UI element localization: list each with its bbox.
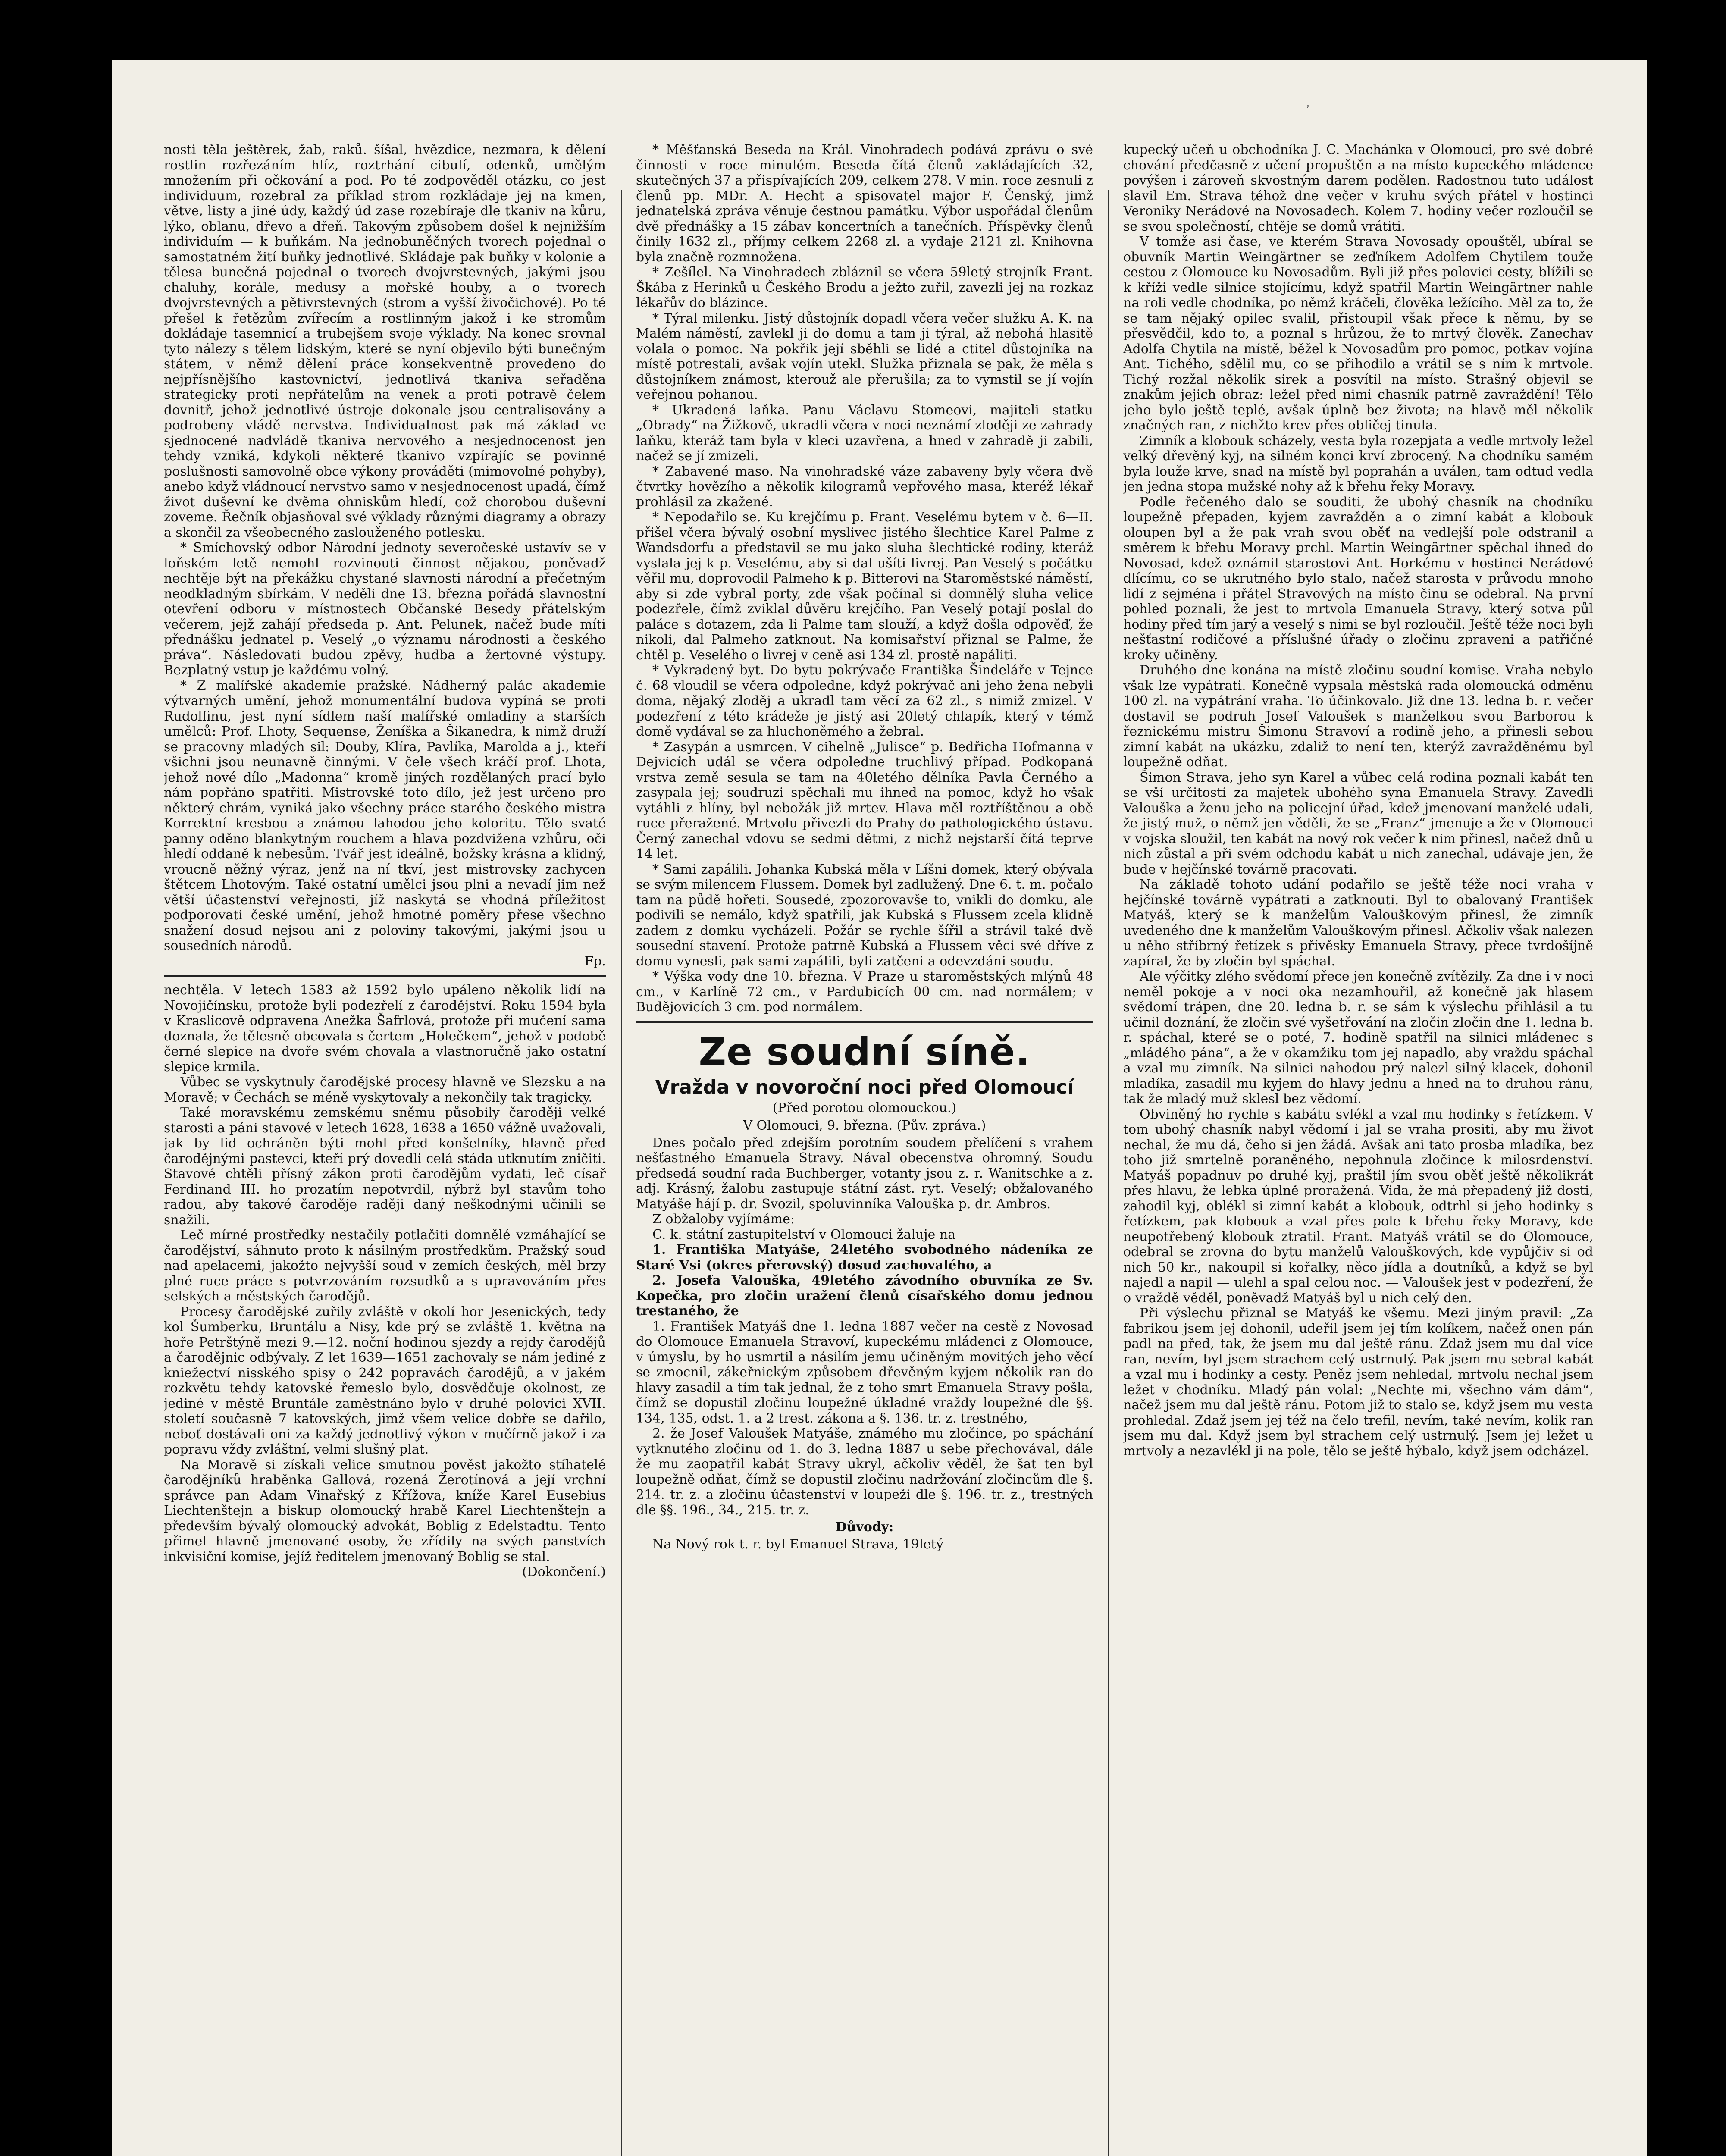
- report-paragraph: kupecký učeň u obchodníka J. C. Machánka v Olomouci, pro své dobré chování předčasně z učení propuštěn a na místo kupeckého mládence povýšen i zároveň skvostným darem podělen. Radostnou tuto událost slavil Em. Strava téhož dne večer v kruhu svých přátel v hostinci Veroniky Nerádové na Novosadech. Kolem 7. hodiny večer rozloučil se se svou společností, chtěje se domů vrátiti.: [1123, 142, 1593, 234]
- newspaper-page: [112, 60, 1647, 2156]
- feuilleton-paragraph: Leč mírné prostředky nestačily potlačiti domnělé vzmáhající se čarodějství, sáhnuto proto k násilným prostředkům. Pražský soud nad apelacemi, jakožto nejvyšší soud v zemích českých, měl brzy plné ruce práce s potvrzováním rozsudků a s upravováním přes selských a městských čarodějů.: [164, 1228, 606, 1304]
- feuilleton-paragraph: Procesy čarodějské zuřily zvláště v okolí hor Jesenických, tedy kol Šumberku, Bruntálu a Nisy, kde prý se zvláště 1. května na hoře Petrštýně mezi 9.—12. noční hodinou sjezdy a rejdy čarodějů a čarodějnic odbývaly. Z let 1639—1651 zachovaly se nám jediné z kniežectví nisského spisy o 242 popravách čarodějů, a v jakém rozkvětu tehdy katovské řemeslo bylo, dosvědčuje okolnost, ze jediné v městě Bruntále zaměstnáno bylo v druhé polovici XVII. století současně 7 katovských, jimž všem velice dobře se dařilo, neboť dostávali oni za každý jednotlivý výkon v mučírně jakož i za popravu vždy zvláštní, velmi slušný plat.: [164, 1304, 606, 1457]
- report-paragraph: Na Nový rok t. r. byl Emanuel Strava, 19letý: [652, 1536, 944, 1552]
- report-paragraph: 1. Františka Matyáše, 24letého svobodného nádeníka ze Staré Vsi (okres přerovský) dosud zachovalého, a: [636, 1242, 1093, 1273]
- column-left: [164, 142, 606, 2156]
- report-paragraph: Ale výčitky zlého svědomí přece jen konečně zvítězily. Za dne i v noci neměl pokoje a v noci oka nezamhouřil, až konečně jak hlasem svědomí trápen, dne 20. ledna b. r. se sám k výslechu přihlásil a tu učinil doznání, že zločin své vyšetřování na zločin zločin dne 1. ledna b. r. spáchal, které se o poté, 7. hodině spatřil na silnici mládenec s „mládého pána“, a že v okamžiku tom jej napadlo, aby vraždu spáchal a vzal mu zimník. Na silnici nahodou prý nalezl silný klacek, dohonil mladíka, zasadil mu kyjem do hlavy jednu a hned na to druhou ránu, tak že mladý muž sklesl bez vědomí.: [1123, 969, 1593, 1106]
- report-paragraph: Dnes počalo před zdejším porotním soudem přelíčení s vrahem nešťastného Emanuela Stravy. Nával obecenstva ohromný. Soudu předsedá soudní rada Buchberger, votanty jsou z. r. Wanitschke a z. adj. Krásný, žalobu zastupuje státní zást. ryt. Veselý; obžalovaného Matyáše hájí p. dr. Svozil, spoluvinníka Valouška p. dr. Ambros.: [636, 1135, 1093, 1212]
- continuation-note: (Dokončení.): [522, 1564, 606, 1579]
- feuilleton-paragraph: Vůbec se vyskytnuly čarodějské procesy hlavně ve Slezsku a na Moravě; v Čechách se méně vyskytovaly a nekončily tak tragicky.: [164, 1075, 606, 1105]
- news-item: * Zabavené maso. Na vinohradské váze zabaveny byly včera dvě čtvrtky hovězího a několik kilogramů vepřového masa, kteréž lékař prohlásil za zkažené.: [636, 464, 1093, 510]
- column-rule: [1108, 190, 1109, 2156]
- report-paragraph: 2. Josefa Valouška, 49letého závodního obuvníka ze Sv. Kopečka, pro zločin uražení členů císařského domu jednou trestaného, že: [636, 1273, 1093, 1319]
- news-item: * Zešílel. Na Vinohradech zbláznil se včera 59letý strojník Frant. Škába z Herinků u Českého Brodu a ježto zuřil, zavezli jej na rozkaz lékařův do blázince.: [636, 265, 1093, 310]
- dateline: V Olomouci, 9. března. (Pův. zpráva.): [743, 1118, 986, 1133]
- news-item: * Vykradený byt. Do bytu pokrývače Františka Šindeláře v Tejnce č. 68 vloudil se včera odpoledne, když pokrývač ani jeho žena nebyli doma, nějaký zloděj a ukradl tam věcí za 62 zl., s nimiž zmizel. V podezření z této krádeže je jistý asi 20letý chlapík, který v témž domě vydával se za hluchoněmého a žebral.: [636, 663, 1093, 739]
- report-paragraph: Zimník a klobouk scházely, vesta byla rozepjata a vedle mrtvoly ležel velký dřevěný kyj, na silném konci krví zbrocený. Na chodníku samém byla louže krve, snad na místě byl poprahán a uválen, tam odtud vedla jen jedna stopa mužské nohy až k břehu řeky Moravy.: [1123, 433, 1593, 494]
- report-paragraph: Podle řečeného dalo se souditi, že ubohý chasník na chodníku loupežně přepaden, kyjem zavražděn a o zimní kabát a klobouk oloupen byl a že pak vrah svou oběť na vedlejší pole odstranil a směrem k břehu Moravy prchl. Martin Weingärtner spěchal ihned do Novosad, kdež oznámil starostovi Ant. Horkému v hostinci Nerádové dlícímu, co se ukrutného bylo stalo, načež starosta v průvodu mnoho lidí z sejména i přátel Stravových na místo činu se odebral. Na první pohled poznali, že jest to mrtvola Emanuela Stravy, který sotva půl hodiny před tím jarý a veselý s nimi se byl rozloučil. Ještě téže noci byli nešťastní rodičové a příslušné úřady o zločinu zpraveni a patřičné kroky učiněny.: [1123, 494, 1593, 663]
- subheading-reasons: Důvody:: [835, 1520, 894, 1535]
- column-rule: [621, 190, 622, 2156]
- report-paragraph: Na základě tohoto udání podařilo se ještě téže noci vraha v hejčínské továrně vypátrati a zatknouti. Byl to obalovaný František Matyáš, který se k manželům Valouškovým přinesl, že zimník uvedeného dne k manželům Valouškovým přinesl. Ačkoliv však nalezen u něho stříbrný řetízek s přívěsky Emanuela Stravy, přece tvrdošíjně zapíral, že by zločin byl spáchal.: [1123, 877, 1593, 969]
- report-paragraph: Šimon Strava, jeho syn Karel a vůbec celá rodina poznali kabát ten se vší určitostí za majetek ubohého syna Emanuela Stravy. Zavedli Valouška a ženu jeho na policejní úřad, kdež jmenovaní manželé udali, že jistý muž, o němž jen věděli, že se „Franz“ jmenuje a že v Olomouci v vojska sloužil, ten kabát na nový rok večer k nim přinesl, načež dnů u nich zůstal a při svém odchodu kabát u nich zanechal, udávaje jen, že bude v hejčínské továrně pracovati.: [1123, 770, 1593, 877]
- news-item: * Z malířské akademie pražské. Nádherný palác akademie výtvarných umění, jehož monumentální budova vypíná se proti Rudolfinu, jest nyní sídlem naší malířské omladiny a starších umělců: Prof. Lhoty, Sequense, Ženíška a Šikanedra, k nimž druží se pracovny mladých sil: Douby, Klíra, Pavlíka, Marolda a j., kteří všichni jsou neunavně činnými. V čele všech kráčí prof. Lhota, jehož nové dílo „Madonna“ kromě jiných rozdělaných prací bylo nám popřáno spatřiti. Mistrovské toto dílo, jež jest určeno pro některý chrám, vyniká jako všechny práce starého českého mistra Korrektní kresbou a známou lahodou jeho koloritu. Tělo svaté panny oděno blankytným rouchem a hlava pozdvižena vzhůru, oči hledí oddaně k nebesům. Tvář jest ideálně, božsky krásna a klidný, vroucně něžný výraz, jenž na ní tkví, jest mistrovsky zachycen štětcem Lhotovým. Také ostatní umělci jsou plni a nevadí jim než větší účastenství veřejnosti, jíž naskytá se vhodná příležitost podporovati české umění, jehož hmotné poměry přese všechno snažení dosud nejsou ani z poloviny takovými, jakými jsou u sousedních národů.: [164, 678, 606, 953]
- news-item: * Výška vody dne 10. března. V Praze u staroměstských mlýnů 48 cm., v Karlíně 72 cm., v Pardubicích 00 cm. nad normálem; v Budějovicích 3 cm. pod normálem.: [636, 969, 1093, 1015]
- column-right: [1123, 142, 1593, 2156]
- report-paragraph: 2. že Josef Valoušek Matyáše, známého mu zločince, po spáchání vytknutého zločinu od 1. do 3. ledna 1887 u sebe přechovával, dále že mu zaopatřil kabát Stravy ukryl, ačkoliv věděl, že šat ten byl loupežně odňat, čímž se dopustil zločinu nadržování zločincům dle §. 214. tr. z. a zločinu účastenství v loupeži dle §. 196. tr. z., trestných dle §§. 196., 34., 215. tr. z.: [636, 1426, 1093, 1518]
- corner-mark: ʼ: [1305, 103, 1312, 117]
- report-paragraph: Obviněný ho rychle s kabátu svlékl a vzal mu hodinky s řetízkem. V tom ubohý chasník nabyl vědomí i jal se vraha prositi, aby mu život nechal, že mu dá, čeho si jen žádá. Avšak ani tato prosba mladíka, bez toho již smrtelně poraněného, nepohnula zločince k milosrdenství. Matyáš popadnuv po druhé kyj, praštil jím svou oběť ještě několikrát přes hlavu, že lebka úplně proražená. Vida, že má přepadený již dosti, zahodil kyj, oblékl si zimní kabát a klobouk, odtrhl si jeho hodinky s řetízkem, pak klobouk a vzal přes pole k břehu řeky Moravy, kde neupotřebený klobouk ztratil. Frant. Matyáš vrátil se do Olomouce, odebral se zrovna do bytu manželů Valouškových, kde vypůjčiv si od nich 50 kr., nakoupil si kořalky, něco jídla a doutníků, a když se byl najedl a napil — ulehl a spal celou noc. — Valoušek jest v podezření, že o vraždě věděl, poněvadž Matyáš byl u nich celý den.: [1123, 1106, 1593, 1306]
- section-heading: Ze soudní síně.: [699, 1029, 1031, 1074]
- report-paragraph: 1. František Matyáš dne 1. ledna 1887 večer na cestě z Novosad do Olomouce Emanuela Stravoví, kupeckému mládenci z Olomouce, v úmyslu, by ho usmrtil a násilím jemu učiněným movitých jeho věcí se zmocnil, zákeřnickým způsobem dřevěným kyjem několik ran do hlavy zasadil a tím tak jednal, že z toho smrt Emanuela Stravy pošla, čímž se dopustil zločinu loupežné úkladné vraždy loupežné dle §§. 134, 135, odst. 1. a 2 trest. zákona a §. 136. tr. z. trestného,: [636, 1319, 1093, 1426]
- news-item: * Smíchovský odbor Národní jednoty severočeské ustavív se v loňském letě nemohl rozvinouti činnost nějakou, poněvadž nechtěje být na překážku chystané slavnosti národní a přečetným neodkladným sbírkám. V neděli dne 13. března pořádá slavnostní otevření odboru v místnostech Občanské Besedy přátelským večerem, jejž zahájí předseda p. Ant. Pelunek, načež bude míti přednášku jednatel p. Veselý „o významu národnosti a českého práva“. Následovati budou zpěvy, hudba a žertovné výstupy. Bezplatný vstup je každému volný.: [164, 540, 606, 678]
- column-middle: [636, 142, 1093, 2156]
- news-item: * Měšťanská Beseda na Král. Vinohradech podává zprávu o své činnosti v roce minulém. Beseda čítá členů zakládajících 32, skutečných 37 a přispívajících 209, celkem 278. V min. roce zesnuli z členů pp. MDr. A. Hecht a spisovatel major F. Čenský, jimž jednatelská zpráva věnuje čestnou památku. Výbor uspořádal členům dvě přednášky a 15 zábav koncertních a tanečních. Příspěvky členů činily 1632 zl., příjmy celkem 2268 zl. a vydaje 2121 zl. Knihovna byla značně rozmnožena.: [636, 142, 1093, 265]
- article-paragraph: nosti těla ještěrek, žab, raků. šíšal, hvězdice, nezmara, k dělení rostlin rozřezáním hlíz, roztrhání cibulí, odenků, umělým množením při očkování a pod. Po té zodpověděl otázku, co jest individuum, rozebral za příklad strom rozkládaje jej na kmen, větve, listy a jiné údy, každý úd zase rozebíraje dle tkaniv na kůru, lýko, oblanu, dřevo a dřeň. Takovým způsobem došel k nejnižším individuím — k buňkám. Na jednobuněčných tvorech pojednal o samostatném žití buňky jednotlivé. Skládaje pak buňky v kolonie a tělesa bunečná pojednal o tvorech dvojvrstevných, jakými jsou chaluhy, korále, medusy a mořské houby, a o tvorech dvojvrstevných a pětivrstevných (strom a vyšší živočichové). Po té přešel k řetězům zvířecím a rostlinným jakož i ke stromům dokládaje tasemnicí a trubejšem svoje výklady. Na konec srovnal tyto nálezy s tělem lidským, které se nyní objevilo býti bunečným státem, v němž dělení práce konsekventně provedeno do nejpřísnějšího kastovnictví, jednotlivá tkaniva seřaděna strategicky proti nepřátelům na venek a proti potravě čelem dovnitř, jehož jednotlivé ústroje dokonale jsou centralisovány a podrobeny vládě nervstva. Individualnost pak má základ ve sjednocené nadvládě tkaniva nervového a nesjednocenost jen tehdy vzniká, kdykoli některé tkanivo vzpírajíc se povinné poslušnosti samovolně obce výkony prováděti (mimovolné pohyby), anebo když vládnoucí nervstvo samo v nesjednocenost upadá, čímž život duševní ke dvěma ohniskům hledí, což chorobou duševní zoveme. Řečník objasňoval své výklady různými diagramy a obrazy a skončil za všeobecného zaslouženého potlesku.: [164, 142, 606, 540]
- feuilleton-paragraph: Také moravskému zemskému sněmu působily čaroději velké starosti a páni stavové v letech 1628, 1638 a 1650 vážně uvažovali, jak by lid ochráněn býti mohl před konšelníky, hlavně před čarodějnými pastevci, kteří prý dovedli celá stáda utknutím zničiti. Stavové chtěli přísný zákon proti čarodějům vydati, leč císař Ferdinand III. ho prozatím nepotvrdil, nýbrž byl stavům toho radou, aby takové čaroděje raději daný neškodnými učinili se snažili.: [164, 1105, 606, 1228]
- feuilleton-paragraph: Na Moravě si získali velice smutnou pověst jakožto stíhatelé čarodějníků hraběnka Gallová, rozená Žerotínová a její vrchní správce pan Adam Vinařský z Křížova, kníže Karel Eusebius Liechtenštejn a biskup olomoucký hrabě Karel Liechtenštejn a především bývalý olomoucký advokát, Boblig z Edelstadtu. Tento přimel hlavně jmenované osoby, že zřídily na svých panstvích inkvisiční komise, jejíž ředitelem jmenovaný Boblig se stal.: [164, 1457, 606, 1564]
- section-divider: [636, 1021, 1093, 1023]
- news-item: * Zasypán a usmrcen. V cihelně „Julisce“ p. Bedřicha Hofmanna v Dejvicích udál se včera odpoledne truchlivý případ. Podkopaná vrstva země sesula se tam na 40letého dělníka Pavla Černého a zasypala jej; soudruzi spěchali mu ihned na pomoc, když ho však vytáhli z hlíny, byl nebožák již mrtev. Hlava měl roztříštěnou a obě ruce přeražené. Mrtvolu přivezli do Prahy do pathologického ústavu. Černý zanechal vdovu se sedmi dětmi, z nichž nejstarší čítá teprve 14 let.: [636, 739, 1093, 862]
- news-item: * Ukradená laňka. Panu Václavu Stomeovi, majiteli statku „Obrady“ na Žižkově, ukradli včera v noci neznámí zloději ze zahrady laňku, kteráž tam byla v kleci uzavřena, a hned v zahradě ji zabili, načež se jí zmizeli.: [636, 402, 1093, 464]
- report-paragraph: Při výslechu přiznal se Matyáš ke všemu. Mezi jiným pravil: „Za fabrikou jsem jej dohonil, udeřil jsem jej tím kolíkem, načež onen pán padl na před, tak, že jsem mu dal ještě ránu. Zdaž jsem mu dal více ran, nevím, byl jsem strachem celý ustrnulý. Pak jsem mu sebral kabát a vzal mu i hodinky a cesty. Peněz jsem nehledal, mrtvolu nechal jsem ležet v chodníku. Mladý pán volal: „Nechte mi, všechno vám dám“, načež jsem mu dal ještě ránu. Potom již to stalo se, když jsem mu vesta prohledal. Zdaž jsem jej též na čelo trefil, nevím, také nevím, kolik ran jsem mu dal. Když jsem byl strachem celý ustrnulý. Jsem jej ležet u mrtvoly a nezavlékl ji na pole, tělo se ještě hýbalo, když jsem odcházel.: [1123, 1306, 1593, 1459]
- news-item: * Týral milenku. Jistý důstojník dopadl včera večer služku A. K. na Malém náměstí, zavlekl ji do domu a tam ji týral, až nebohá hlasitě volala o pomoc. Na pokřik její sběhli se lidé a ctitel důstojníka na místě potrestali, avšak vojín utekl. Služka přiznala se pak, že měla s důstojníkem známost, kterouž ale přerušila; za to vymstil se jí vojín veřejnou pohanou.: [636, 310, 1093, 402]
- news-item: * Sami zapálili. Johanka Kubská měla v Líšni domek, který obývala se svým milencem Flussem. Domek byl zadlužený. Dne 6. t. m. počalo tam na půdě hořeti. Sousedé, zpozorovavše to, vnikli do domku, ale podivili se nemálo, když spatřili, jak Kubská s Flussem zcela klidně zadem z domku vycházeli. Požár se rychle šířil a strávil také dvě sousední stavení. Protože patrně Kubská a Flussem věci své dříve z domu vynesli, pak sami zapálili, byli zatčeni a odevzdáni soudu.: [636, 862, 1093, 969]
- case-heading: Vražda v novoroční noci před Olomoucí: [655, 1076, 1074, 1098]
- section-divider: [164, 975, 606, 977]
- news-item: * Nepodařilo se. Ku krejčímu p. Frant. Veselému bytem v č. 6—II. přišel včera bývalý osobní myslivec jistého šlechtice Karel Palme z Wandsdorfu a představil se mu jako sluha šlechtické rodiny, kteráž vyslala jej k p. Veselému, aby si dal ušíti livrej. Pan Veselý s počátku věřil mu, doprovodil Palmeho k p. Bitterovi na Staroměstské náměstí, aby si zde vybral porty, zde však počínal si domnělý sluha velice podezřele, čímž zviklal důvěru krejčího. Pan Veselý potají poslal do paláce s dotazem, zda li Palme tam slouží, a když došla odpověď, že nikoli, dal Palmeho zatknout. Na komisařství přiznal se Palme, že chtěl p. Veselého o livrej v ceně asi 134 zl. prostě napáliti.: [636, 510, 1093, 663]
- case-subheading: (Před porotou olomouckou.): [772, 1100, 957, 1116]
- report-paragraph: Z obžaloby vyjímáme:: [652, 1212, 795, 1227]
- report-paragraph: C. k. státní zastupitelství v Olomouci žaluje na: [652, 1227, 956, 1242]
- report-paragraph: V tomže asi čase, ve kterém Strava Novosady opouštěl, ubíral se obuvník Martin Weingärtner se zeďníkem Adolfem Chytilem touže cestou z Olomouce ku Novosadům. Byli již přes polovici cesty, blížili se k kříži vedle silnice stojícímu, když spatřil Martin Weingärtner nahle na roli vedle chodníka, po němž kráčeli, člověka ležícího. Měl za to, že se tam nějaký opilec svalil, přistoupil však přece k němu, by se přesvědčil, kdo to, a poznal s hrůzou, že to mrtvý člověk. Zanechav Adolfa Chytila na místě, běžel k Novosadům pro pomoc, potkav vojína Ant. Tichého, sdělil mu, co se přihodilo a vrátil se s ním k mrtvole. Tichý rozžal několik sirek a posvítil na místo. Strašný objevil se znakům jejich obraz: ležel před nimi chasník patrně zavraždění! Tělo jeho bylo ještě teplé, avšak úplně bez života; na hlavě měl několik značných ran, z nichžto krev přes obličej tinula.: [1123, 234, 1593, 433]
- author-signature: Fp.: [584, 953, 606, 969]
- feuilleton-paragraph: nechtěla. V letech 1583 až 1592 bylo upáleno několik lidí na Novojičínsku, protože byli podezřelí z čarodějství. Roku 1594 byla v Kraslicově odpravena Anežka Šafrlová, protože při mučení sama doznala, že tělesně obcovala s čertem „Holečkem“, jehož v podobě černé slepice na dvoře svém chovala a vlastnoručně jako ostatní slepice krmila.: [164, 983, 606, 1075]
- report-paragraph: Druhého dne konána na místě zločinu soudní komise. Vraha nebylo však lze vypátrati. Konečně vypsala městská rada olomoucká odměnu 100 zl. na vypátrání vraha. To účinkovalo. Již dne 13. ledna b. r. večer dostavil se podruh Josef Valoušek s manželkou svou Barborou k řeznickému mistru Šimonu Stravoví a rodině jeho, a přinesli sebou zimní kabát na ukázku, zdaliž to není ten, kterýž zavražděnému byl loupežně odňat.: [1123, 663, 1593, 770]
